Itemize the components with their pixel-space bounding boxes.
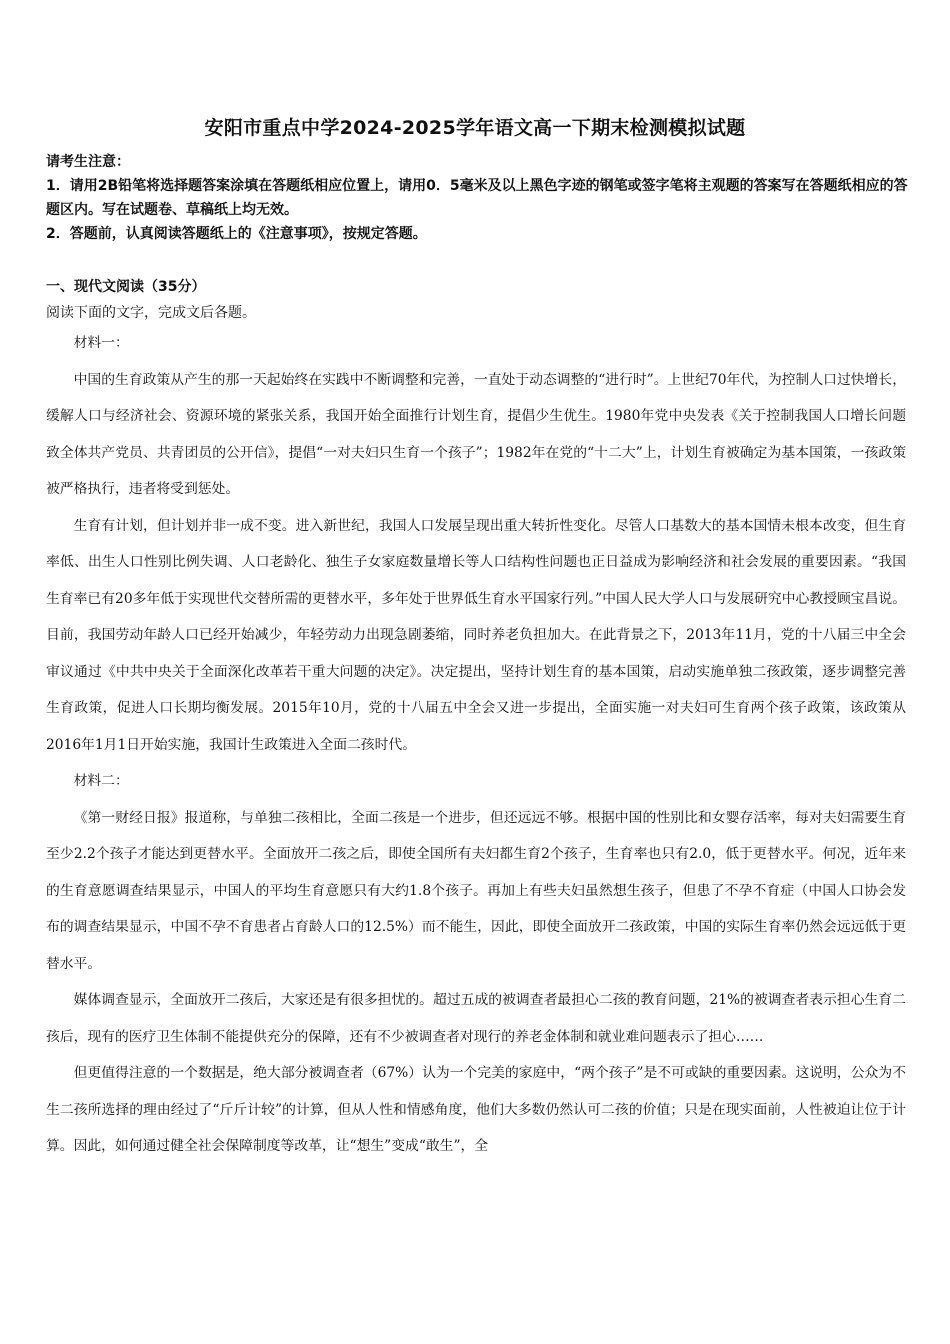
material-2-paragraph: 但更值得注意的一个数据是，绝大部分被调查者（67%）认为一个完美的家庭中，“两个孩子”是不可或缺的重要因素。这说明，公众为不生二孩所选择的理由经过了“斤斤计较”的计算，但从人性和情感角度，他们大多数仍然认可二孩的价值；只是在现实面前，人性被迫让位于计算。因此，如何通过健全社会保障制度等改革，让“想生”变成“敢生”，全: [46, 1065, 906, 1154]
page-title: 安阳市重点中学2024-2025学年语文高一下期末检测模拟试题: [204, 117, 746, 139]
material-1-label: 材料一：: [73, 335, 129, 351]
material-1-paragraph: 生育有计划，但计划并非一成不变。进入新世纪，我国人口发展呈现出重大转折性变化。尽管人口基数大的基本国情未根本改变，但生育率低、出生人口性别比例失调、人口老龄化、独生子女家庭数量增长等人口结构性问题也正日益成为影响经济和社会发展的重要因素。“我国生育率已有20多年低于实现世代交替所需的更替水平，多年处于世界低生育水平国家行列。”中国人民大学人口与发展研究中心教授顾宝昌说。目前，我国劳动年龄人口已经开始减少，年轻劳动力出现急剧萎缩，同时养老负担加大。在此背景之下，2013年11月，党的十八届三中全会审议通过《中共中央关于全面深化改革若干重大问题的决定》。决定提出，坚持计划生育的基本国策，启动实施单独二孩政策，逐步调整完善生育政策，促进人口长期均衡发展。2015年10月，党的十八届五中全会又进一步提出，全面实施一对夫妇可生育两个孩子政策，该政策从2016年1月1日开始实施，我国计生政策进入全面二孩时代。: [46, 517, 906, 753]
material-2-paragraph: 媒体调查显示，全面放开二孩后，大家还是有很多担忧的。超过五成的被调查者最担心二孩的教育问题，21%的被调查者表示担心生育二孩后，现有的医疗卫生体制不能提供充分的保障，还有不少被调查者对现行的养老金体制和就业难问题表示了担心……: [46, 992, 906, 1045]
notice-item-2: 2．答题前，认真阅读答题纸上的《注意事项》，按规定答题。: [46, 226, 427, 242]
section-instruction: 阅读下面的文字，完成文后各题。: [46, 305, 256, 321]
exam-notice: [46, 150, 916, 246]
material-2-paragraph: 《第一财经日报》报道称，与单独二孩相比，全面二孩是一个进步，但还远远不够。根据中国的性别比和女婴存活率，每对夫妇需要生育至少2.2个孩子才能达到更替水平。全面放开二孩之后，即使全国所有夫妇都生育2个孩子，生育率也只有2.0，低于更替水平。何况，近年来的生育意愿调查结果显示，中国人的平均生育意愿只有大约1.8个孩子。再加上有些夫妇虽然想生孩子，但患了不孕不育症（中国人口协会发布的调查结果显示，中国不孕不育患者占育龄人口的12.5%）而不能生，因此，即使全面放开二孩政策，中国的实际生育率仍然会远远低于更替水平。: [46, 809, 906, 972]
material-1-paragraph: 中国的生育政策从产生的那一天起始终在实践中不断调整和完善，一直处于动态调整的“进行时”。上世纪70年代，为控制人口过快增长，缓解人口与经济社会、资源环境的紧张关系，我国开始全面推行计划生育，提倡少生优生。1980年党中央发表《关于控制我国人口增长问题致全体共产党员、共青团员的公开信》，提倡“一对夫妇只生育一个孩子”；1982年在党的“十二大”上，计划生育被确定为基本国策，一孩政策被严格执行，违者将受到惩处。: [46, 371, 906, 497]
notice-item-1: 1．请用2B铅笔将选择题答案涂填在答题纸相应位置上，请用0．5毫米及以上黑色字迹的钢笔或签字笔将主观题的答案写在答题纸相应的答题区内。写在试题卷、草稿纸上均无效。: [46, 178, 908, 218]
notice-heading: 请考生注意：: [46, 154, 130, 170]
material-2-label: 材料二：: [73, 773, 129, 789]
reading-passage: [46, 325, 906, 1165]
section-heading: 一、现代文阅读（35分）: [46, 279, 206, 295]
